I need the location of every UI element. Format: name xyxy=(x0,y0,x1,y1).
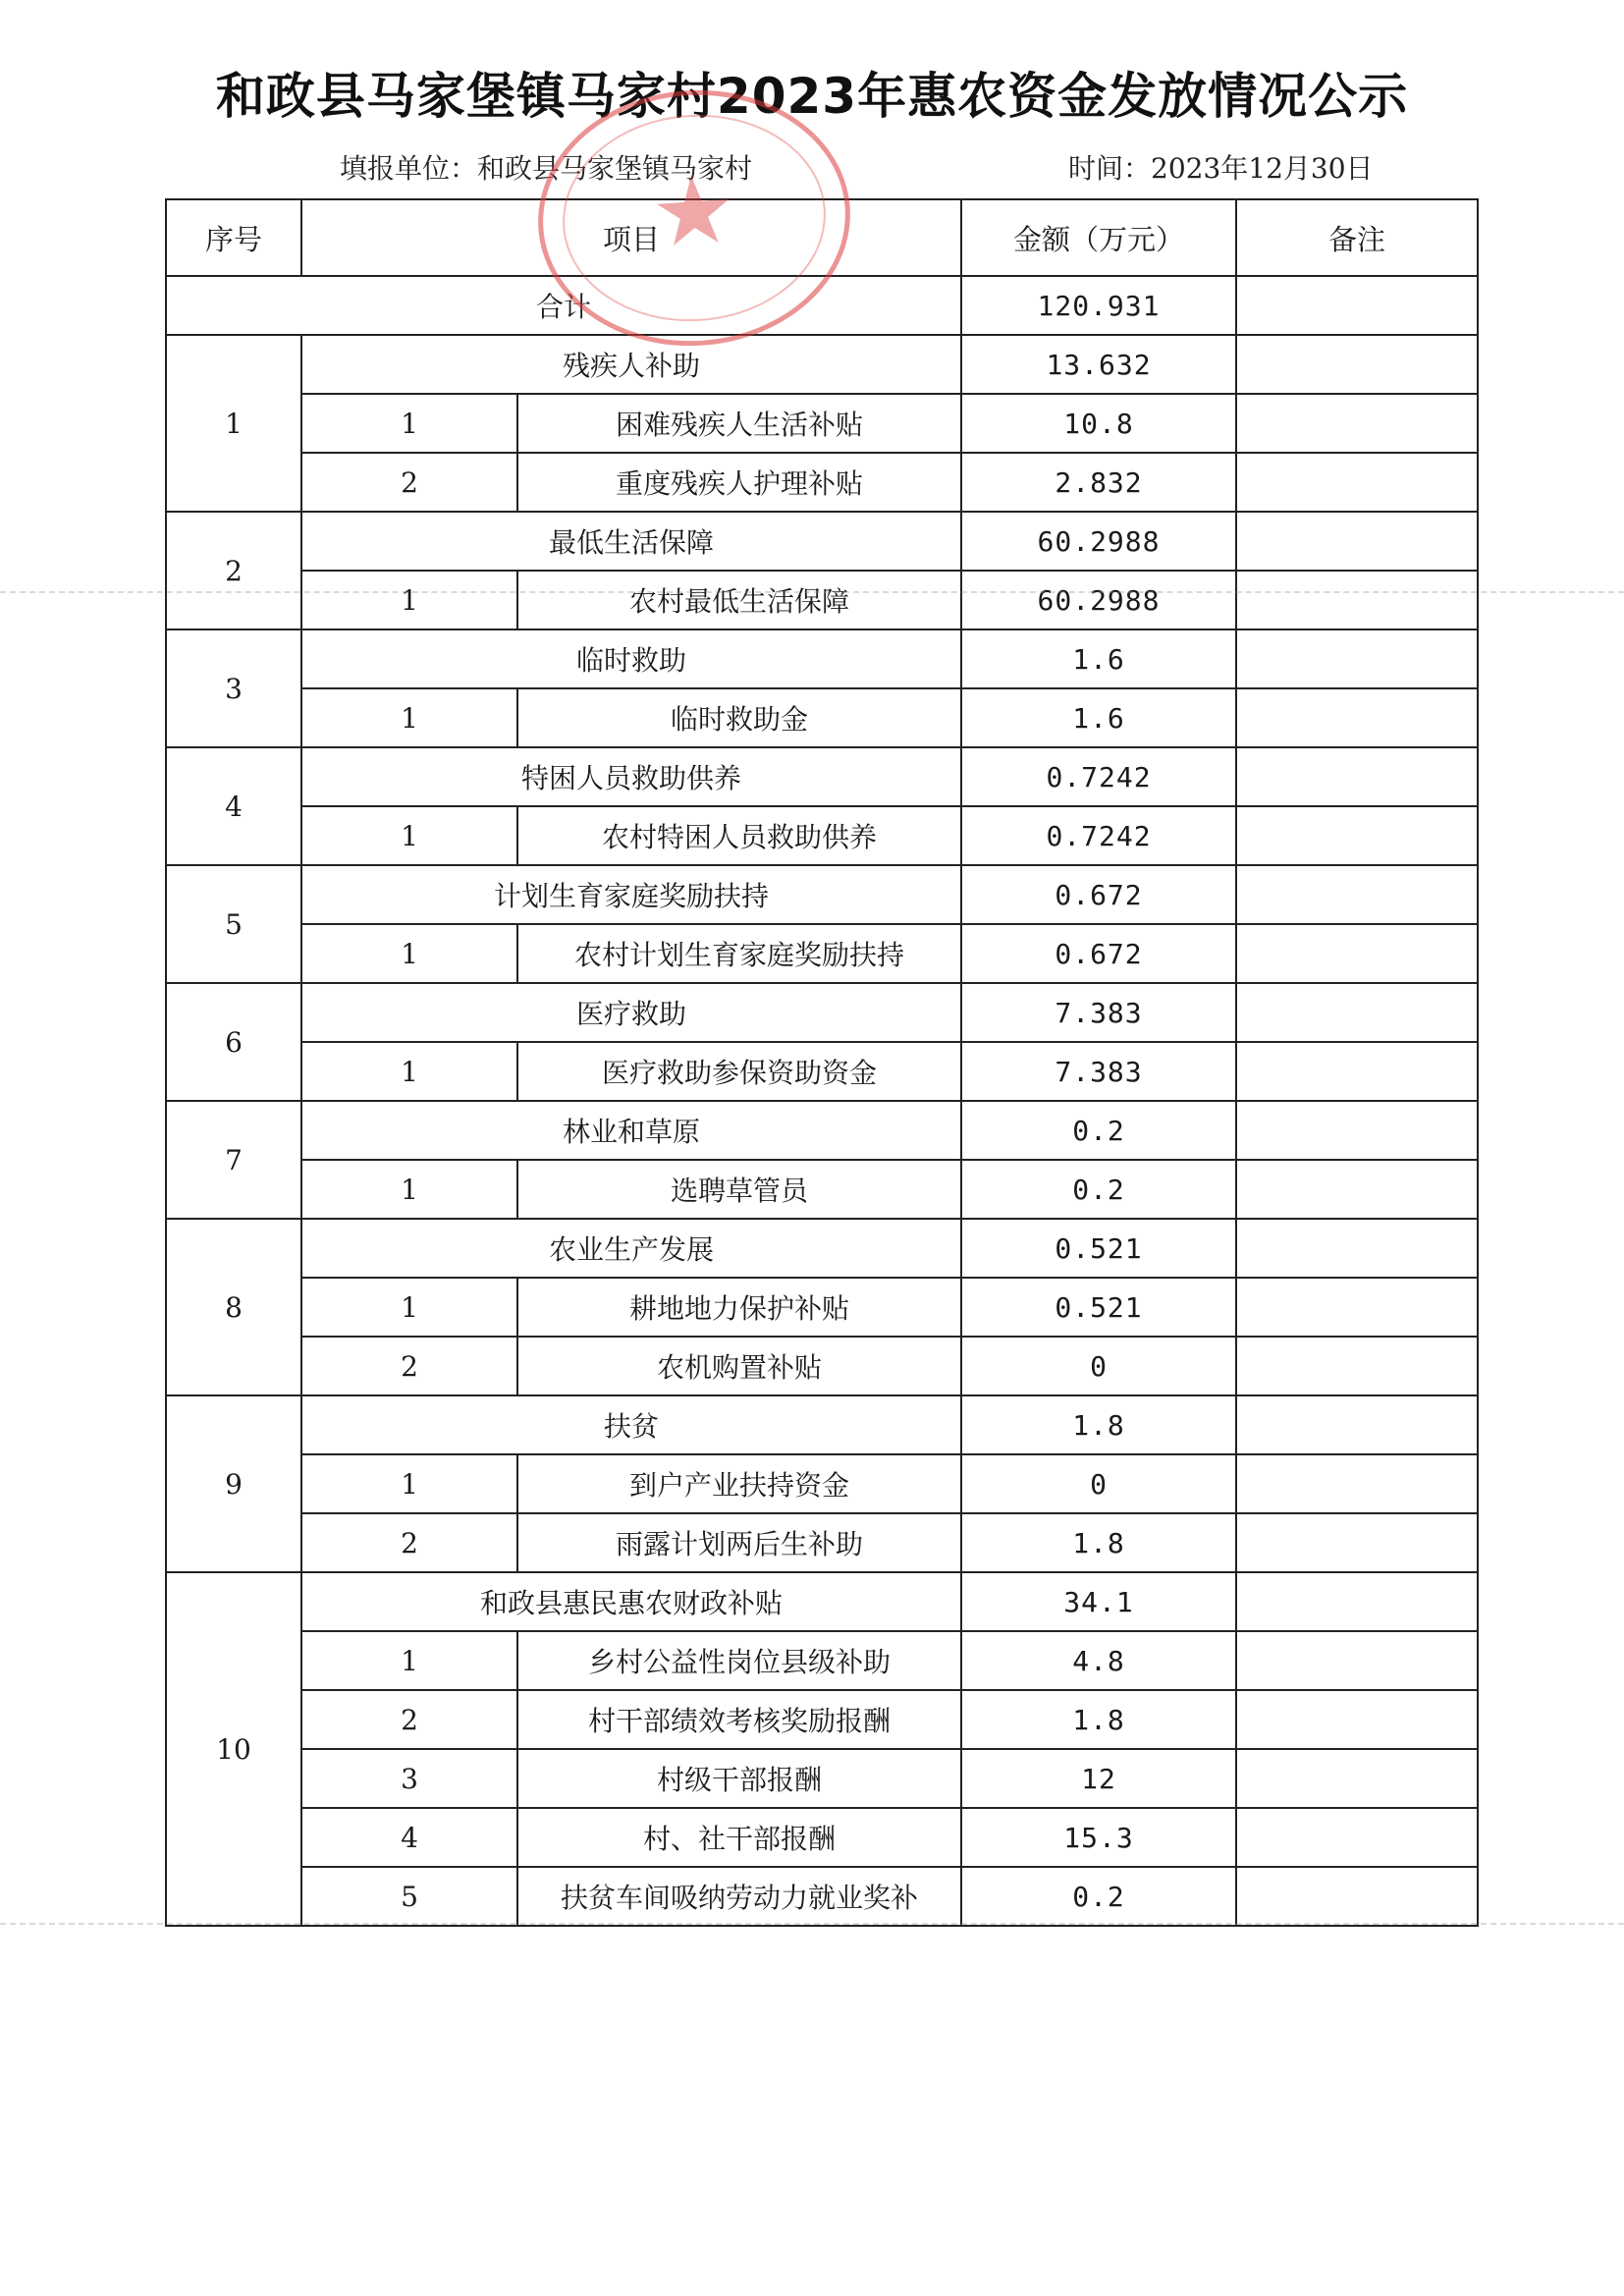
item-row xyxy=(166,806,1478,865)
remark-cell xyxy=(1236,512,1478,571)
group-name: 最低生活保障 xyxy=(301,512,961,571)
item-name: 农村特困人员救助供养 xyxy=(517,806,961,865)
page-title: 和政县马家堡镇马家村2023年惠农资金发放情况公示 xyxy=(215,68,1409,125)
item-sub-seq: 2 xyxy=(301,1513,517,1572)
group-amount: 0.7242 xyxy=(961,747,1236,806)
remark-cell xyxy=(1236,747,1478,806)
item-row xyxy=(166,1631,1478,1690)
remark-cell xyxy=(1236,394,1478,453)
group-row xyxy=(166,629,1478,688)
header-item: 项目 xyxy=(301,199,961,276)
group-name: 医疗救助 xyxy=(301,983,961,1042)
item-row xyxy=(166,1160,1478,1219)
remark-cell xyxy=(1236,924,1478,983)
total-amount: 120.931 xyxy=(961,276,1236,335)
group-seq: 6 xyxy=(166,983,301,1101)
item-name: 村干部绩效考核奖励报酬 xyxy=(517,1690,961,1749)
group-row xyxy=(166,747,1478,806)
group-name: 林业和草原 xyxy=(301,1101,961,1160)
item-name: 重度残疾人护理补贴 xyxy=(517,453,961,512)
remark-cell xyxy=(1236,1808,1478,1867)
group-row xyxy=(166,1101,1478,1160)
item-row xyxy=(166,453,1478,512)
group-row xyxy=(166,983,1478,1042)
remark-cell xyxy=(1236,1042,1478,1101)
remark-cell xyxy=(1236,806,1478,865)
group-name: 扶贫 xyxy=(301,1395,961,1454)
item-name: 雨露计划两后生补助 xyxy=(517,1513,961,1572)
group-name: 临时救助 xyxy=(301,629,961,688)
header-remark: 备注 xyxy=(1236,199,1478,276)
item-amount: 0.521 xyxy=(961,1278,1236,1337)
group-seq: 8 xyxy=(166,1219,301,1395)
item-row xyxy=(166,1454,1478,1513)
item-amount: 1.8 xyxy=(961,1690,1236,1749)
remark-cell xyxy=(1236,276,1478,335)
remark-cell xyxy=(1236,1572,1478,1631)
item-sub-seq: 1 xyxy=(301,1160,517,1219)
group-amount: 1.8 xyxy=(961,1395,1236,1454)
item-name: 农机购置补贴 xyxy=(517,1337,961,1395)
group-seq: 5 xyxy=(166,865,301,983)
item-name: 到户产业扶持资金 xyxy=(517,1454,961,1513)
item-name: 医疗救助参保资助资金 xyxy=(517,1042,961,1101)
item-name: 村级干部报酬 xyxy=(517,1749,961,1808)
remark-cell xyxy=(1236,629,1478,688)
remark-cell xyxy=(1236,1867,1478,1926)
item-sub-seq: 1 xyxy=(301,1042,517,1101)
remark-cell xyxy=(1236,983,1478,1042)
item-amount: 0.7242 xyxy=(961,806,1236,865)
item-name: 农村最低生活保障 xyxy=(517,571,961,629)
group-row xyxy=(166,1219,1478,1278)
remark-cell xyxy=(1236,335,1478,394)
filing-date: 时间：2023年12月30日 xyxy=(1068,152,1374,185)
remark-cell xyxy=(1236,1513,1478,1572)
item-amount: 1.6 xyxy=(961,688,1236,747)
group-row xyxy=(166,512,1478,571)
item-amount: 0 xyxy=(961,1337,1236,1395)
group-name: 特困人员救助供养 xyxy=(301,747,961,806)
table-header-row xyxy=(166,199,1478,276)
item-amount: 15.3 xyxy=(961,1808,1236,1867)
item-row xyxy=(166,571,1478,629)
item-sub-seq: 1 xyxy=(301,1278,517,1337)
remark-cell xyxy=(1236,865,1478,924)
item-sub-seq: 3 xyxy=(301,1749,517,1808)
item-sub-seq: 1 xyxy=(301,571,517,629)
item-row xyxy=(166,1808,1478,1867)
filing-unit: 填报单位：和政县马家堡镇马家村 xyxy=(340,152,753,185)
remark-cell xyxy=(1236,1160,1478,1219)
item-amount: 10.8 xyxy=(961,394,1236,453)
item-row xyxy=(166,1749,1478,1808)
group-seq: 1 xyxy=(166,335,301,512)
total-row xyxy=(166,276,1478,335)
item-sub-seq: 1 xyxy=(301,924,517,983)
group-seq: 4 xyxy=(166,747,301,865)
item-amount: 60.2988 xyxy=(961,571,1236,629)
scan-noise-line xyxy=(0,1923,1624,1925)
item-sub-seq: 5 xyxy=(301,1867,517,1926)
item-row xyxy=(166,1278,1478,1337)
item-name: 困难残疾人生活补贴 xyxy=(517,394,961,453)
item-row xyxy=(166,394,1478,453)
remark-cell xyxy=(1236,1337,1478,1395)
group-row xyxy=(166,1572,1478,1631)
item-sub-seq: 4 xyxy=(301,1808,517,1867)
item-name: 扶贫车间吸纳劳动力就业奖补 xyxy=(517,1867,961,1926)
total-label: 合计 xyxy=(166,276,961,335)
item-name: 选聘草管员 xyxy=(517,1160,961,1219)
group-amount: 0.2 xyxy=(961,1101,1236,1160)
item-amount: 12 xyxy=(961,1749,1236,1808)
item-sub-seq: 2 xyxy=(301,1690,517,1749)
group-name: 和政县惠民惠农财政补贴 xyxy=(301,1572,961,1631)
item-sub-seq: 2 xyxy=(301,1337,517,1395)
remark-cell xyxy=(1236,1278,1478,1337)
item-row xyxy=(166,1867,1478,1926)
item-name: 农村计划生育家庭奖励扶持 xyxy=(517,924,961,983)
item-amount: 7.383 xyxy=(961,1042,1236,1101)
item-amount: 0 xyxy=(961,1454,1236,1513)
remark-cell xyxy=(1236,688,1478,747)
remark-cell xyxy=(1236,1454,1478,1513)
item-name: 耕地地力保护补贴 xyxy=(517,1278,961,1337)
group-seq: 3 xyxy=(166,629,301,747)
remark-cell xyxy=(1236,1219,1478,1278)
item-name: 临时救助金 xyxy=(517,688,961,747)
item-amount: 1.8 xyxy=(961,1513,1236,1572)
group-seq: 7 xyxy=(166,1101,301,1219)
remark-cell xyxy=(1236,1690,1478,1749)
item-row xyxy=(166,924,1478,983)
group-name: 残疾人补助 xyxy=(301,335,961,394)
item-amount: 0.2 xyxy=(961,1867,1236,1926)
group-row xyxy=(166,865,1478,924)
group-amount: 7.383 xyxy=(961,983,1236,1042)
item-amount: 0.2 xyxy=(961,1160,1236,1219)
header-seq: 序号 xyxy=(166,199,301,276)
header-amount: 金额（万元） xyxy=(961,199,1236,276)
group-seq: 2 xyxy=(166,512,301,629)
subsidy-table xyxy=(165,198,1479,1927)
remark-cell xyxy=(1236,1749,1478,1808)
remark-cell xyxy=(1236,571,1478,629)
item-sub-seq: 1 xyxy=(301,1631,517,1690)
item-amount: 2.832 xyxy=(961,453,1236,512)
group-seq: 9 xyxy=(166,1395,301,1572)
item-row xyxy=(166,1337,1478,1395)
item-sub-seq: 1 xyxy=(301,394,517,453)
item-amount: 4.8 xyxy=(961,1631,1236,1690)
group-amount: 1.6 xyxy=(961,629,1236,688)
item-name: 乡村公益性岗位县级补助 xyxy=(517,1631,961,1690)
group-name: 农业生产发展 xyxy=(301,1219,961,1278)
group-amount: 60.2988 xyxy=(961,512,1236,571)
remark-cell xyxy=(1236,1395,1478,1454)
item-row xyxy=(166,688,1478,747)
group-amount: 0.521 xyxy=(961,1219,1236,1278)
group-amount: 34.1 xyxy=(961,1572,1236,1631)
group-row xyxy=(166,335,1478,394)
group-amount: 13.632 xyxy=(961,335,1236,394)
item-amount: 0.672 xyxy=(961,924,1236,983)
remark-cell xyxy=(1236,1101,1478,1160)
seal-star-icon: ★ xyxy=(647,153,740,269)
group-name: 计划生育家庭奖励扶持 xyxy=(301,865,961,924)
item-sub-seq: 2 xyxy=(301,453,517,512)
remark-cell xyxy=(1236,1631,1478,1690)
group-amount: 0.672 xyxy=(961,865,1236,924)
group-row xyxy=(166,1395,1478,1454)
item-name: 村、社干部报酬 xyxy=(517,1808,961,1867)
item-sub-seq: 1 xyxy=(301,688,517,747)
item-sub-seq: 1 xyxy=(301,1454,517,1513)
item-sub-seq: 1 xyxy=(301,806,517,865)
item-row xyxy=(166,1042,1478,1101)
scan-noise-line xyxy=(0,591,1624,593)
item-row xyxy=(166,1513,1478,1572)
group-seq: 10 xyxy=(166,1572,301,1926)
item-row xyxy=(166,1690,1478,1749)
remark-cell xyxy=(1236,453,1478,512)
